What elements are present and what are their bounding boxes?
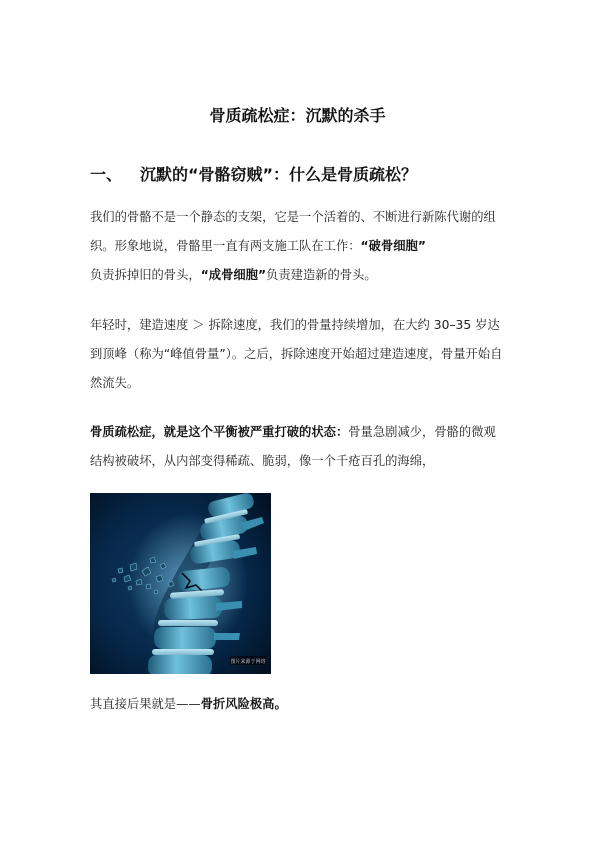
watermark-text: 图片来源于网络 [230,659,266,665]
para1-text-c: 负责建造新的骨头。 [266,268,377,282]
paragraph-consequence [90,690,506,719]
section-heading [90,162,417,185]
para3-text: 骨量急剧减少，骨骼的微观结构被破坏，从内部变得稀疏、脆弱，像一个千疮百孔的海绵， [90,425,496,468]
para4-text: 其直接后果就是—— [90,697,201,711]
para1-osteoclast: “破骨细胞” [360,239,426,253]
spine-fracture-illustration [90,493,271,674]
spine-image [90,493,271,674]
section-number: 一、 [90,165,123,184]
section-heading-text: 沉默的“骨骼窃贼”：什么是骨质疏松？ [140,165,418,184]
para4-bold: 骨折风险极高。 [200,697,287,711]
para1-text-a: 我们的骨骼不是一个静态的支架，它是一个活着的、不断进行新陈代谢的组织。形象地说，骨骼里一直有两支施工队在工作： [90,210,496,253]
para3-bold: 骨质疏松症，就是这个平衡被严重打破的状态： [90,425,349,439]
page-title: 骨质疏松症：沉默的杀手 [209,106,386,125]
para1-text-b: 负责拆掉旧的骨头， [90,268,201,282]
paragraph-bone-metabolism [90,203,506,290]
paragraph-peak-bone-mass: 年轻时，建造速度 ＞ 拆除速度，我们的骨量持续增加，在大约 30–35 岁达到顶峰（称为“峰值骨量”）。之后，拆除速度开始超过建造速度，骨量开始自然流失。 [90,318,503,390]
watermark-badge [230,656,266,665]
paragraph-definition [90,418,506,476]
para1-osteoblast: “成骨细胞” [200,268,267,282]
